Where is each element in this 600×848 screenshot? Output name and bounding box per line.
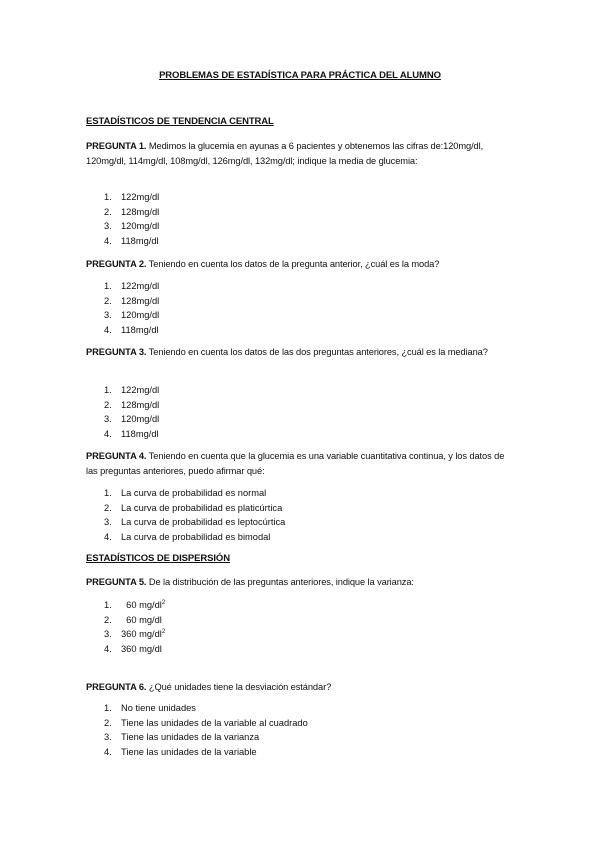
question-4 bbox=[86, 449, 516, 478]
question-6-options bbox=[104, 701, 308, 759]
question-label: PREGUNTA 1. bbox=[86, 141, 147, 151]
option-item: 4. 360 mg/dl bbox=[104, 643, 162, 654]
option-item: 1. 122mg/dl bbox=[104, 281, 160, 291]
question-text: ¿Qué unidades tiene la desviación estándar? bbox=[148, 682, 332, 692]
option-item: 3. 120mg/dl bbox=[104, 221, 160, 231]
option-item: 3. Tiene las unidades de la varianza bbox=[104, 732, 260, 742]
option-item: 2. 128mg/dl bbox=[104, 206, 160, 217]
option-item: 1. No tiene unidades bbox=[104, 703, 196, 713]
option-item: 2. Tiene las unidades de la variable al cuadrado bbox=[104, 717, 308, 728]
question-label: PREGUNTA 4. bbox=[86, 451, 147, 461]
option-item: 1. 122mg/dl bbox=[104, 385, 160, 395]
option-item: 4. 118mg/dl bbox=[104, 324, 159, 335]
question-3 bbox=[86, 345, 516, 360]
question-2-options bbox=[104, 279, 159, 337]
option-item: 1. La curva de probabilidad es normal bbox=[104, 488, 267, 498]
question-label: PREGUNTA 3. bbox=[86, 347, 147, 357]
option-item: 2. 128mg/dl bbox=[104, 295, 160, 306]
question-5 bbox=[86, 575, 516, 590]
option-item: 4. 118mg/dl bbox=[104, 428, 159, 439]
section-heading-dispersion: ESTADÍSTICOS DE DISPERSIÓN bbox=[86, 553, 230, 564]
option-item: 3. 360 $mg/dl^2$ bbox=[104, 629, 166, 639]
option-item: 4. Tiene las unidades de la variable bbox=[104, 746, 257, 757]
option-item: 2. 60 mg/dl bbox=[104, 614, 162, 625]
question-1-options bbox=[104, 190, 159, 248]
question-text: De la distribución de las preguntas anteriores, indique la varianza: bbox=[148, 577, 414, 587]
question-label: PREGUNTA 2. bbox=[86, 259, 147, 269]
question-6 bbox=[86, 680, 516, 695]
document-title: PROBLEMAS DE ESTADÍSTICA PARA PRÁCTICA DEL ALUMNO bbox=[159, 70, 441, 81]
option-item: 4. 118mg/dl bbox=[104, 235, 159, 246]
question-label: PREGUNTA 6. bbox=[86, 682, 147, 692]
option-item: 3. 120mg/dl bbox=[104, 310, 160, 320]
question-3-options bbox=[104, 383, 159, 441]
question-text: Teniendo en cuenta los datos de las dos preguntas anteriores, ¿cuál es la mediana? bbox=[148, 347, 488, 357]
option-item: 2. La curva de probabilidad es platicúrtica bbox=[104, 502, 283, 513]
question-text: Medimos la glucemia en ayunas a 6 pacientes y obtenemos las cifras de:120mg/dl, 120mg/dl, 114mg/dl, 108mg/dl, 126mg/dl, 132mg/dl; indique la media de glucemia: bbox=[86, 141, 484, 166]
option-item: 1. 60 $mg/dl^2$ bbox=[104, 600, 166, 610]
question-5-options bbox=[104, 598, 165, 656]
option-item: 1. 122mg/dl bbox=[104, 192, 160, 202]
question-4-options bbox=[104, 486, 285, 544]
question-1 bbox=[86, 139, 516, 168]
question-label: PREGUNTA 5. bbox=[86, 577, 147, 587]
option-item: 4. La curva de probabilidad es bimodal bbox=[104, 531, 271, 542]
option-item: 2. 128mg/dl bbox=[104, 399, 160, 410]
option-item: 3. 120mg/dl bbox=[104, 414, 160, 424]
question-2 bbox=[86, 257, 516, 272]
option-item: 3. La curva de probabilidad es leptocúrtica bbox=[104, 517, 286, 527]
question-text: Teniendo en cuenta que la glucemia es una variable cuantitativa continua, y los datos de las preguntas anteriores, puedo afirmar qué: bbox=[86, 451, 505, 476]
question-text: Teniendo en cuenta los datos de la pregunta anterior, ¿cuál es la moda? bbox=[148, 259, 440, 269]
section-heading-central-tendency: ESTADÍSTICOS DE TENDENCIA CENTRAL bbox=[86, 116, 274, 127]
